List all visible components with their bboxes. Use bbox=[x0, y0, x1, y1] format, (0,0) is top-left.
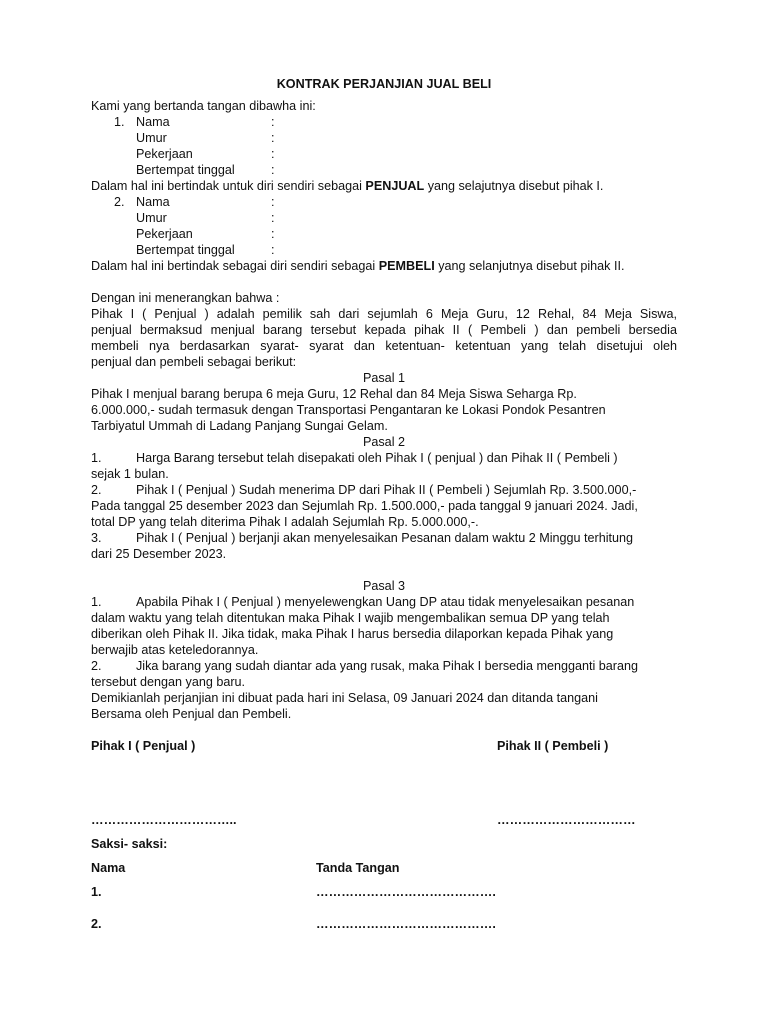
witnesses-col-signature: Tanda Tangan bbox=[316, 861, 400, 875]
party2-colon: : bbox=[271, 227, 275, 241]
pasal2-item-text: Pihak I ( Penjual ) berjanji akan menyelesaikan Pesanan dalam waktu 2 Minggu terhitung bbox=[136, 531, 634, 545]
pasal3-item-number: 1. bbox=[91, 595, 102, 609]
party2-colon: : bbox=[271, 195, 275, 209]
party2-role-line bbox=[91, 258, 624, 274]
party2-field-age: Umur bbox=[136, 211, 167, 225]
pasal3-item-number: 2. bbox=[91, 659, 102, 673]
pasal3-heading: Pasal 3 bbox=[362, 579, 405, 593]
pasal1-heading: Pasal 1 bbox=[362, 371, 405, 385]
pasal3-item-text: Jika barang yang sudah diantar ada yang rusak, maka Pihak I bersedia mengganti barang bbox=[136, 659, 638, 673]
party2-signature-label: Pihak II ( Pembeli ) bbox=[497, 739, 609, 753]
closing-line: Bersama oleh Penjual dan Pembeli. bbox=[91, 707, 292, 721]
pasal3-item-text: Apabila Pihak I ( Penjual ) menyelewengkan Uang DP atau tidak menyelesaikan pesanan bbox=[136, 595, 635, 609]
party2-role-bold: PEMBELI bbox=[378, 259, 435, 273]
statement-intro: Dengan ini menerangkan bahwa : bbox=[91, 291, 280, 305]
party1-signature-label: Pihak I ( Penjual ) bbox=[91, 739, 196, 753]
party2-colon: : bbox=[271, 211, 275, 225]
party1-colon: : bbox=[271, 163, 275, 177]
party2-number: 2. bbox=[114, 195, 125, 209]
party1-field-address: Bertempat tinggal bbox=[136, 163, 235, 177]
pasal2-heading: Pasal 2 bbox=[362, 435, 405, 449]
pasal2-item-text: sejak 1 bulan. bbox=[91, 467, 169, 481]
witness-signature-line: ……………………………………. bbox=[316, 885, 496, 899]
witnesses-col-name: Nama bbox=[91, 861, 126, 875]
party1-colon: : bbox=[271, 131, 275, 145]
party2-signature-line: …………………………… bbox=[497, 813, 636, 827]
party1-role-prefix: Dalam hal ini bertindak untuk diri sendiri sebagai bbox=[91, 179, 366, 193]
pasal1-line: Tarbiyatul Ummah di Ladang Panjang Sungai Gelam. bbox=[91, 419, 388, 433]
witness-signature-line: ……………………………………. bbox=[316, 917, 496, 931]
party1-field-job: Pekerjaan bbox=[136, 147, 193, 161]
witness-row-number: 1. bbox=[91, 885, 102, 899]
pasal1-line: 6.000.000,- sudah termasuk dengan Transportasi Pengantaran ke Lokasi Pondok Pesantren bbox=[91, 403, 606, 417]
party1-field-name: Nama bbox=[136, 115, 170, 129]
statement-line: penjual bermaksud menjual barang tersebut kepada pihak II ( Pembeli ) dan pembeli bersedia bbox=[91, 323, 677, 337]
party2-colon: : bbox=[271, 243, 275, 257]
pasal3-item-text: dalam waktu yang telah ditentukan maka Pihak I wajib mengembalikan semua DP yang telah bbox=[91, 611, 610, 625]
document-title: KONTRAK PERJANJIAN JUAL BELI bbox=[276, 77, 492, 91]
intro-text: Kami yang bertanda tangan dibawha ini: bbox=[91, 99, 316, 113]
pasal2-item-text: dari 25 Desember 2023. bbox=[91, 547, 227, 561]
party1-role-suffix: yang selajutnya disebut pihak I. bbox=[424, 179, 604, 193]
party1-role-line bbox=[91, 178, 603, 194]
party1-colon: : bbox=[271, 147, 275, 161]
pasal3-item-text: tersebut dengan yang baru. bbox=[91, 675, 246, 689]
closing-line: Demikianlah perjanjian ini dibuat pada hari ini Selasa, 09 Januari 2024 dan ditanda tangani bbox=[91, 691, 598, 705]
party2-field-name: Nama bbox=[136, 195, 170, 209]
party1-colon: : bbox=[271, 115, 275, 129]
statement-line: membeli nya berdasarkan syarat- syarat dan ketentuan- ketentuan yang telah disetujui oleh bbox=[91, 339, 677, 353]
pasal3-item-text: diberikan oleh Pihak II. Jika tidak, maka Pihak I harus bersedia dilaporkan kepada Pihak yang bbox=[91, 627, 614, 641]
party1-role-bold: PENJUAL bbox=[365, 179, 425, 193]
witnesses-heading: Saksi- saksi: bbox=[91, 837, 168, 851]
party2-role-suffix: yang selanjutnya disebut pihak II. bbox=[434, 259, 625, 273]
witness-row-number: 2. bbox=[91, 917, 102, 931]
party1-signature-line: …………………………….. bbox=[91, 813, 237, 827]
party2-role-prefix: Dalam hal ini bertindak sebagai diri sendiri sebagai bbox=[91, 259, 379, 273]
statement-line: Pihak I ( Penjual ) adalah pemilik sah dari sejumlah 6 Meja Guru, 12 Rehal, 84 Meja Siswa, bbox=[91, 307, 677, 321]
pasal2-item-number: 2. bbox=[91, 483, 102, 497]
pasal2-item-text: Harga Barang tersebut telah disepakati oleh Pihak I ( penjual ) dan Pihak II ( Pembeli ) bbox=[136, 451, 618, 465]
pasal2-item-text: Pada tanggal 25 desember 2023 dan Sejumlah Rp. 1.500.000,- pada tanggal 9 januari 2024. Jadi, bbox=[91, 499, 638, 513]
pasal1-line: Pihak I menjual barang berupa 6 meja Guru, 12 Rehal dan 84 Meja Siswa Seharga Rp. bbox=[91, 387, 577, 401]
pasal2-item-text: total DP yang telah diterima Pihak I adalah Sejumlah Rp. 5.000.000,-. bbox=[91, 515, 479, 529]
pasal2-item-text: Pihak I ( Penjual ) Sudah menerima DP dari Pihak II ( Pembeli ) Sejumlah Rp. 3.500.000,- bbox=[136, 483, 637, 497]
party2-field-address: Bertempat tinggal bbox=[136, 243, 235, 257]
statement-line: penjual dan pembeli sebagai berikut: bbox=[91, 355, 297, 369]
pasal2-item-number: 3. bbox=[91, 531, 102, 545]
party1-field-age: Umur bbox=[136, 131, 167, 145]
party2-field-job: Pekerjaan bbox=[136, 227, 193, 241]
pasal3-item-text: berwajib atas keteledorannya. bbox=[91, 643, 259, 657]
pasal2-item-number: 1. bbox=[91, 451, 102, 465]
party1-number: 1. bbox=[114, 115, 125, 129]
